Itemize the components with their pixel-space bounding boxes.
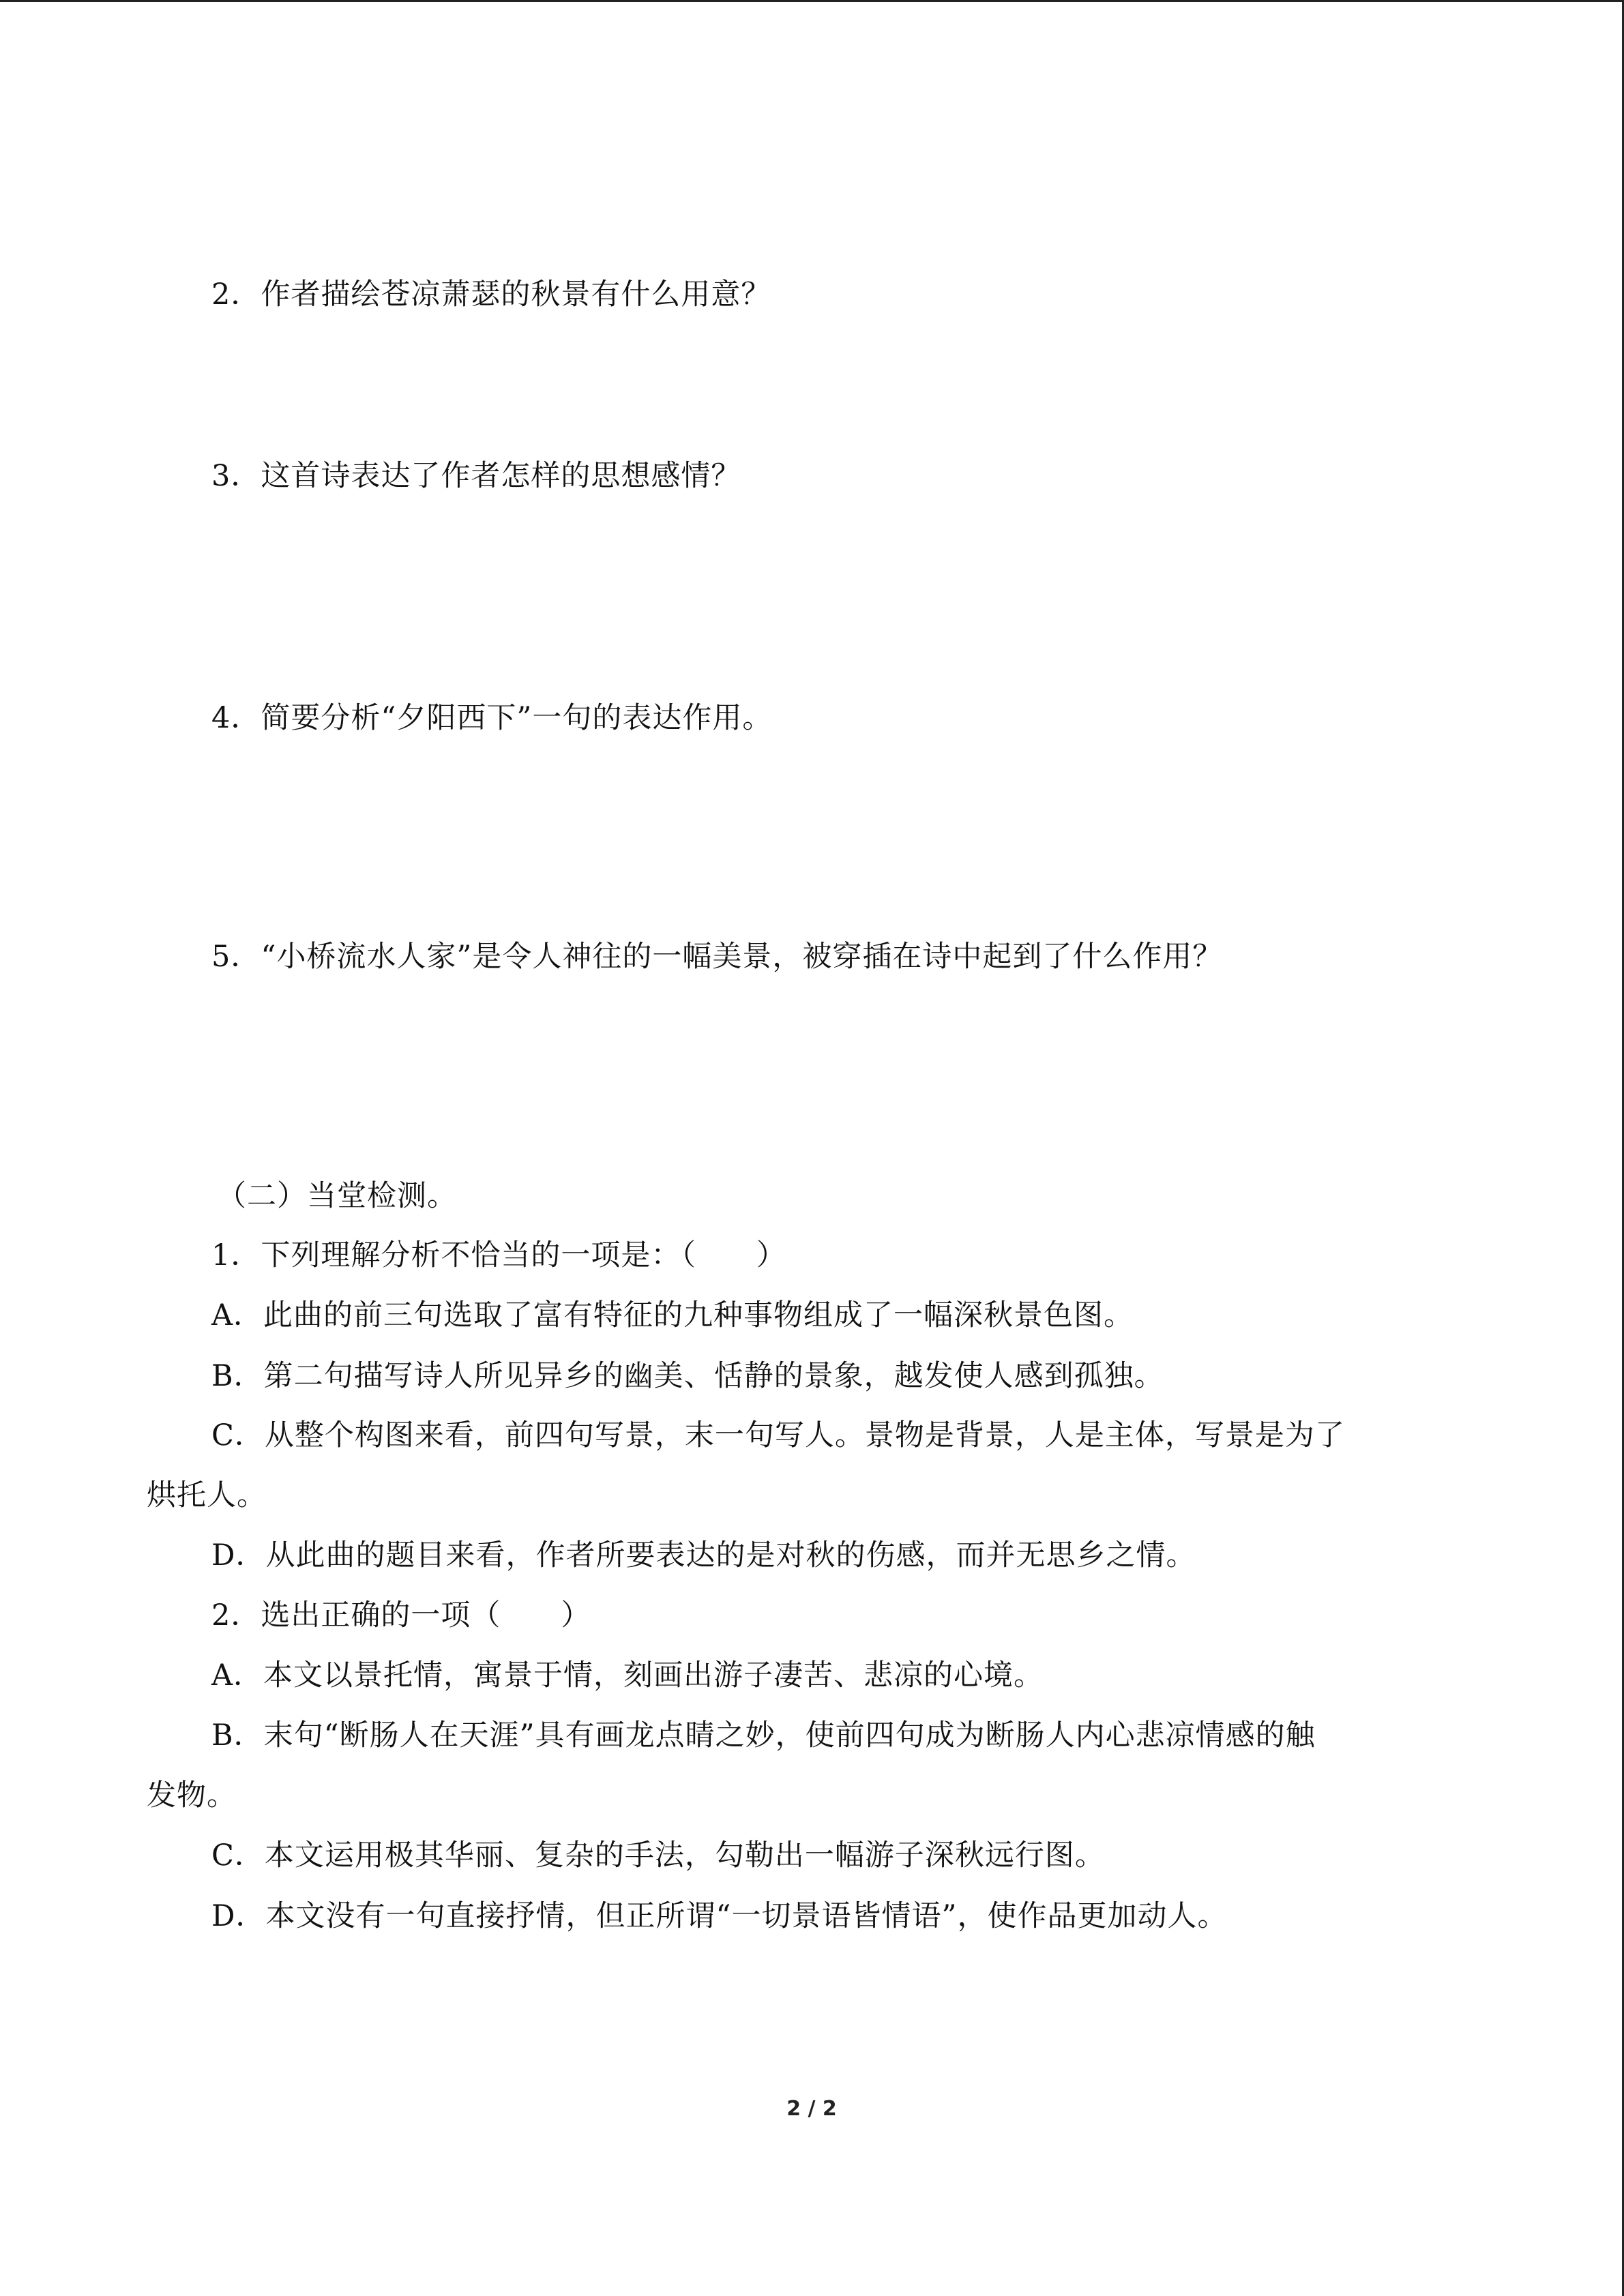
section-title: （二）当堂检测。 <box>217 1179 457 1213</box>
test-question-1: 1．下列理解分析不恰当的一项是：（ ） <box>211 1238 786 1272</box>
q1-option-a: A．此曲的前三句选取了富有特征的九种事物组成了一幅深秋景色图。 <box>211 1298 1134 1332</box>
q2-option-a: A．本文以景托情，寓景于情，刻画出游子凄苦、悲凉的心境。 <box>211 1658 1044 1693</box>
question-3: 3．这首诗表达了作者怎样的思想感情？ <box>211 459 741 493</box>
q1-option-c-continued: 烘托人。 <box>147 1478 267 1512</box>
page-top-border <box>0 0 1624 2</box>
q2-option-b: B．末句“断肠人在天涯”具有画龙点睛之妙，使前四句成为断肠人内心悲凉情感的触 <box>211 1718 1316 1753</box>
q2-option-c: C．本文运用极其华丽、复杂的手法，勾勒出一幅游子深秋远行图。 <box>211 1838 1105 1873</box>
q1-option-b: B．第二句描写诗人所见异乡的幽美、恬静的景象，越发使人感到孤独。 <box>211 1359 1164 1393</box>
question-5: 5．“小桥流水人家”是令人神往的一幅美景，被穿插在诗中起到了什么作用？ <box>211 940 1223 974</box>
q2-option-b-continued: 发物。 <box>147 1778 237 1813</box>
test-question-2: 2．选出正确的一项（ ） <box>211 1598 591 1632</box>
q1-option-d: D．从此曲的题目来看，作者所要表达的是对秋的伤感，而并无思乡之情。 <box>211 1538 1196 1572</box>
question-2: 2．作者描绘苍凉萧瑟的秋景有什么用意？ <box>211 278 771 312</box>
question-4: 4．简要分析“夕阳西下”一句的表达作用。 <box>211 701 773 735</box>
q1-option-c: C．从整个构图来看，前四句写景，末一句写人。景物是背景，人是主体，写景是为了 <box>211 1418 1345 1452</box>
q2-option-d: D．本文没有一句直接抒情，但正所谓“一切景语皆情语”，使作品更加动人。 <box>211 1899 1228 1933</box>
page-number: 2 / 2 <box>786 2097 837 2121</box>
